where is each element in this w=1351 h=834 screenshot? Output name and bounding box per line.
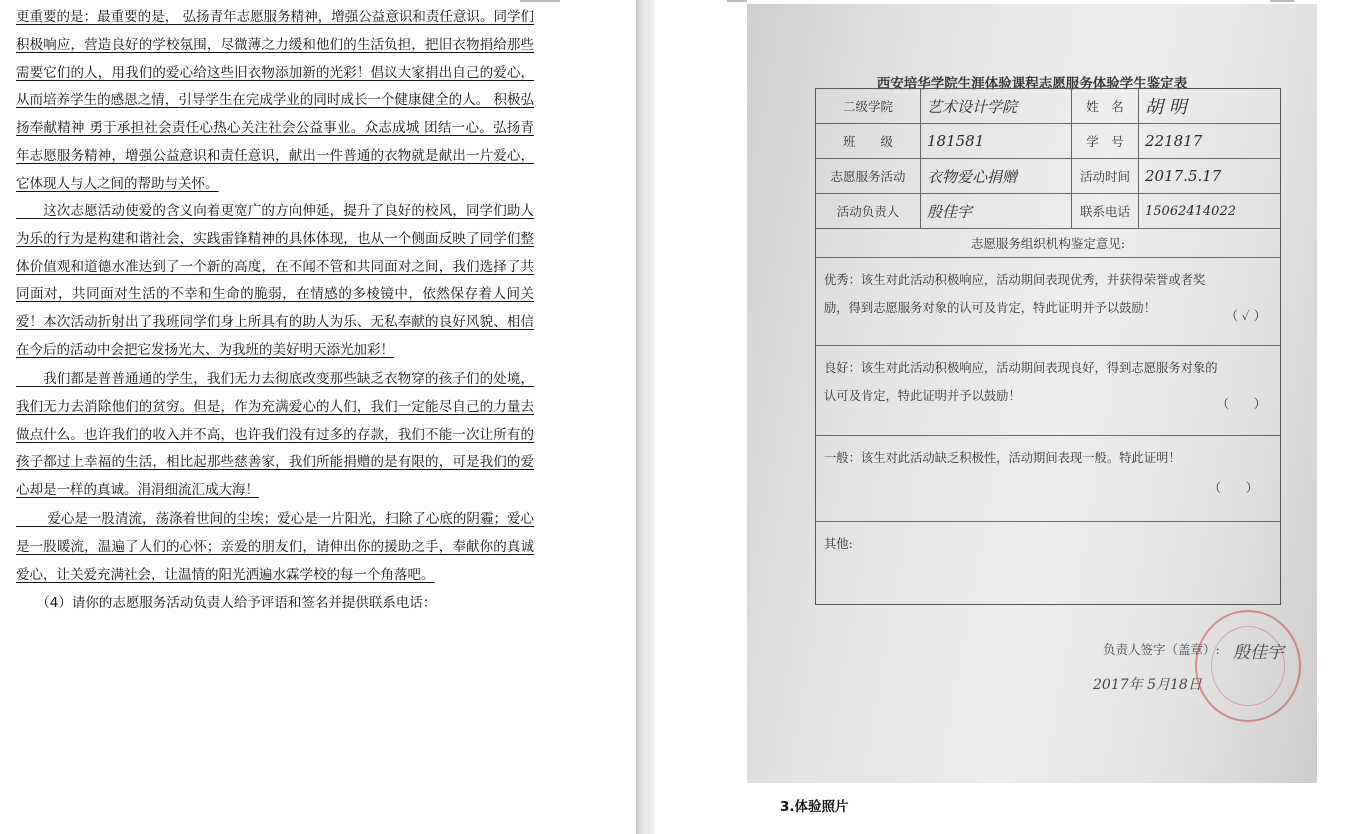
evaluation-form-photo xyxy=(747,4,1317,783)
page-top-edge-right-a xyxy=(727,0,747,2)
label-student-id: 学 号 xyxy=(1072,124,1139,158)
value-leader: 殷佳宇 xyxy=(921,194,1072,228)
page-gutter[interactable] xyxy=(636,0,654,834)
form-row-activity xyxy=(816,159,1280,194)
excellent-checkmark: （ ✓ ） xyxy=(1225,309,1266,323)
signature-date: 2017年 5月18日 xyxy=(1093,677,1202,693)
value-student-id: 221817 xyxy=(1145,132,1203,150)
signature-label: 负责人签字（盖章）: xyxy=(1103,642,1220,657)
form-table xyxy=(815,88,1281,605)
seal-inner-ring xyxy=(1211,626,1285,706)
paragraph-1: 更重要的是：最重要的是， 弘扬青年志愿服务精神，增强公益意识和责任意识。同学们积极响应，营造良好的学校氛围，尽微薄之力缓和他们的生活负担，把旧衣物捐给那些需要它们的人，用我们的爱心给这些旧衣物添加新的光彩！倡议大家捐出自己的爱心，从而培养学生的感恩之情，引导学生在完成学业的同时成长一个健康健全的人。 积极弘扬奉献精神 勇于承担社会责任心热心关注社会公益事业。众志成城 团结一心。弘扬青年志愿服务精神，增强公益意识和责任意识，献出一件普通的衣物就是献出一片爱心，它体现人与人之间的帮助与关怀。 xyxy=(16,9,534,192)
good-checkbox: （ ） xyxy=(1216,397,1266,411)
label-college: 二级学院 xyxy=(816,89,921,123)
other-label: 其他: xyxy=(824,537,853,551)
normal-text: 一般：该生对此活动缺乏积极性，活动期间表现一般。特此证明！ xyxy=(824,451,1181,465)
form-row-org-header xyxy=(816,229,1280,258)
org-evaluation-header: 志愿服务组织机构鉴定意见: xyxy=(970,236,1126,251)
red-seal-stamp xyxy=(1195,610,1301,722)
page-top-edge xyxy=(520,0,560,2)
form-title: 西安培华学院生涯体验课程志愿服务体验学生鉴定表 xyxy=(876,76,1188,92)
paragraph-3: 我们都是普普通通的学生，我们无力去彻底改变那些缺乏衣物穿的孩子们的处境，我们无力去消除他们的贫穷。但是，作为充满爱心的人们，我们一定能尽自己的力量去做点什么。也许我们的收入并不高，也许我们没有过多的存款，我们不能一次让所有的孩子都过上幸福的生活，相比起那些慈善家，我们所能捐赠的是有限的，可是我们的爱心却是一样的真诚。涓涓细流汇成大海！ xyxy=(16,371,534,499)
section-normal xyxy=(816,436,1280,522)
paragraph-2: 这次志愿活动使爱的含义向着更宽广的方向伸延，提升了良好的校风，同学们助人为乐的行为是构建和谐社会，实践雷锋精神的具体体现，也从一个侧面反映了同学们整体价值观和道德水准达到了一个新的高度，在不闻不管和共同面对之间，我们选择了共同面对，共同面对生活的不幸和生命的脆弱，在情感的多棱镜中，依然保存着人间关爱！本次活动折射出了我班同学们身上所具有的助人为乐、无私奉献的良好风貌、相信在今后的活动中会把它发扬光大、为我班的美好明天添光加彩！ xyxy=(16,203,534,358)
section-excellent xyxy=(816,258,1280,346)
form-row-college xyxy=(816,89,1280,124)
form-row-leader xyxy=(816,194,1280,229)
value-phone: 15062414022 xyxy=(1145,203,1236,219)
page-top-edge-right-b xyxy=(1270,0,1294,2)
value-class: 181581 xyxy=(921,124,1072,158)
value-college: 艺术设计学院 xyxy=(921,89,1072,123)
section-other xyxy=(816,522,1280,604)
value-name: 胡 明 xyxy=(1145,97,1187,118)
value-activity-time: 2017.5.17 xyxy=(1145,167,1222,185)
label-name: 姓 名 xyxy=(1072,89,1139,123)
label-phone: 联系电话 xyxy=(1072,194,1139,228)
photo-caption: 3.体验照片 xyxy=(780,799,849,815)
section-good xyxy=(816,346,1280,436)
value-activity: 衣物爱心捐赠 xyxy=(921,159,1072,193)
label-activity: 志愿服务活动 xyxy=(816,159,921,193)
label-leader: 活动负责人 xyxy=(816,194,921,228)
good-text: 良好：该生对此活动积极响应，活动期间表现良好，得到志愿服务对象的认可及肯定，特此证明并予以鼓励！ xyxy=(824,361,1218,403)
excellent-text: 优秀：该生对此活动积极响应，活动期间表现优秀，并获得荣誉或者奖励，得到志愿服务对象的认可及肯定，特此证明并予以鼓励！ xyxy=(824,273,1206,315)
label-class: 班 级 xyxy=(816,124,921,158)
paragraph-4: 爱心是一股清流，荡涤着世间的尘埃；爱心是一片阳光，扫除了心底的阴霾；爱心是一股暖流，温遍了人们的心怀；亲爱的朋友们，请伸出你的援助之手，奉献你的真诚爱心，让关爱充满社会，让温情的阳光洒遍水霖学校的每一个角落吧。 xyxy=(16,511,534,583)
label-activity-time: 活动时间 xyxy=(1072,159,1139,193)
form-row-class xyxy=(816,124,1280,159)
question-4: （4）请你的志愿服务活动负责人给予评语和签名并提供联系电话： xyxy=(16,595,437,611)
signature-handwritten: 殷佳宇 xyxy=(1233,643,1284,663)
document-page-left xyxy=(0,0,636,834)
normal-checkbox: （ ） xyxy=(1208,481,1258,495)
